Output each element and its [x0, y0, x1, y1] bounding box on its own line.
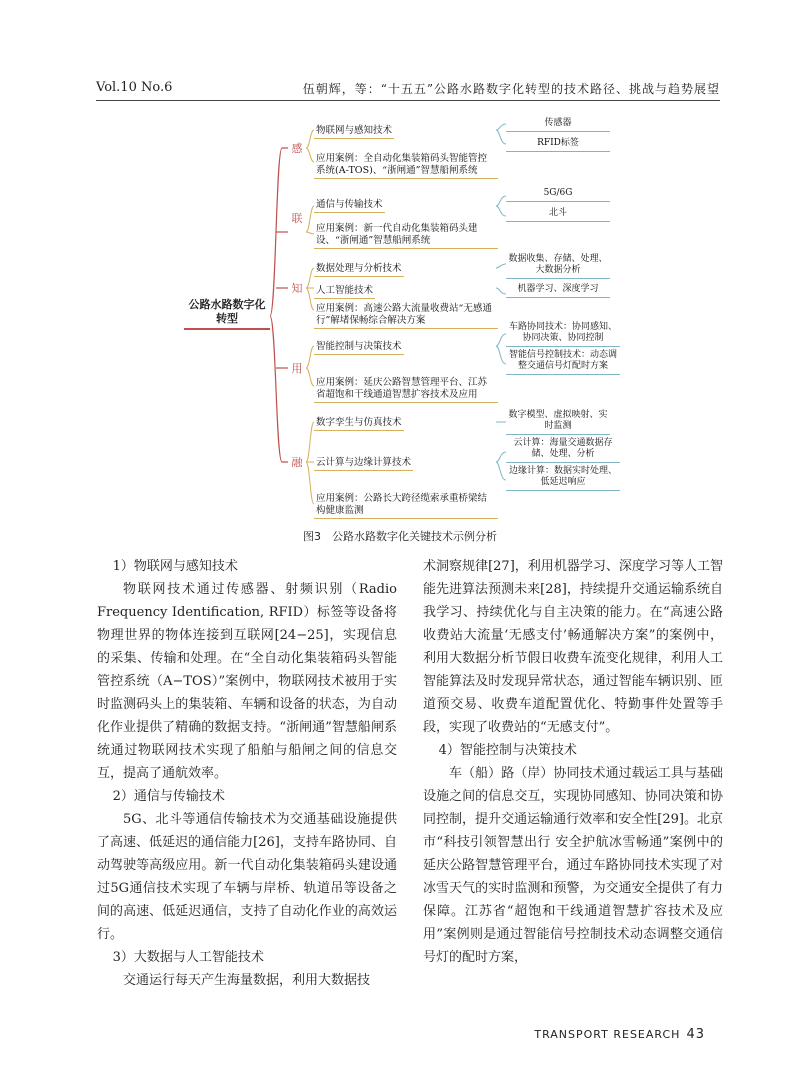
- tech-item: 人工智能技术: [314, 284, 375, 299]
- section-heading: 4）智能控制与决策技术: [438, 743, 577, 758]
- subtech-item: 云计算：海量交通数据存储、处理、分析: [506, 438, 620, 463]
- subtech-item: 智能信号控制技术：动态调整交通信号灯配时方案: [506, 350, 620, 375]
- figure-caption: 图3 公路水路数字化关键技术示例分析: [303, 530, 497, 543]
- body-column-left: [97, 555, 397, 992]
- case-item: 应用案例：全自动化集装箱码头智能管控系统(A-TOS)、“浙闸通”智慧船闸系统: [314, 152, 498, 179]
- subtech-item: 边缘计算：数据实时处理、低延迟响应: [506, 466, 620, 491]
- category-label: 知: [291, 282, 303, 295]
- subtech-item: 数据收集、存储、处理、大数据分析: [506, 254, 610, 279]
- body-paragraph: 术洞察规律[27]，利用机器学习、深度学习等人工智能先进算法预测未来[28]，持续提升交通运输系统自我学习、持续优化与自主决策的能力。在“高速公路收费站大流量‘无感支付’畅通解决方案”的案例中，利用大数据分析节假日收费车流变化规律，利用人工智能算法及时发现异常状态，通过智能车辆识别、匝道预交易、收费车道配置优化、特勤事件处置等手段，实现了收费站的“无感支付”。: [423, 559, 723, 735]
- tech-item: 通信与传输技术: [314, 198, 385, 213]
- subtech-item: 车路协同技术：协同感知、协同决策、协同控制: [506, 322, 620, 347]
- page-footer: [534, 1027, 705, 1042]
- subtech-item: 传感器: [506, 118, 610, 132]
- page-number: 43: [686, 1027, 705, 1042]
- page-header: [96, 78, 720, 101]
- case-item: 应用案例：高速公路大流量收费站“无感通行”解堵保畅综合解决方案: [314, 302, 498, 329]
- figure-mindmap: [180, 118, 640, 528]
- subtech-item: RFID标签: [506, 138, 610, 152]
- case-item: 应用案例：新一代自动化集装箱码头建设、“浙闸通”智慧船闸系统: [314, 222, 498, 249]
- section-heading: 2）通信与传输技术: [112, 789, 225, 804]
- tech-item: 物联网与感知技术: [314, 124, 394, 139]
- tech-item: 数字孪生与仿真技术: [314, 416, 404, 431]
- case-item: 应用案例：公路长大跨径缆索承重桥梁结构健康监测: [314, 492, 498, 519]
- subtech-item: 北斗: [506, 208, 610, 222]
- tech-item: 智能控制与决策技术: [314, 340, 404, 355]
- category-label: 联: [291, 212, 303, 225]
- volume-label: Vol.10 No.6: [96, 80, 173, 95]
- section-heading: 1）物联网与感知技术: [112, 559, 238, 574]
- subtech-item: 机器学习、深度学习: [506, 284, 610, 298]
- body-paragraph: 车（船）路（岸）协同技术通过载运工具与基础设施之间的信息交互，实现协同感知、协同决策和协同控制，提升交通运输通行效率和安全性[29]。北京市“科技引领智慧出行 安全护航冰雪畅通”案例中的延庆公路智慧管理平台，通过车路协同技术实现了对冰雪天气的实时监测和预警，为交通安全提供了有力保障。江苏省“超饱和干线通道智慧扩容技术及应用”案例则是通过智能信号控制技术动态调整交通信号灯的配时方案，: [423, 766, 723, 965]
- tech-item: 云计算与边缘计算技术: [314, 456, 413, 471]
- body-column-right: [423, 555, 723, 969]
- category-label: 感: [291, 142, 303, 155]
- section-heading: 3）大数据与人工智能技术: [112, 950, 264, 965]
- running-title: 伍朝辉，等：“十五五”公路水路数字化转型的技术路径、挑战与趋势展望: [302, 82, 720, 96]
- category-label: 用: [291, 362, 303, 375]
- subtech-item: 数字模型、虚拟映射、实时监测: [506, 410, 610, 435]
- tech-item: 数据处理与分析技术: [314, 262, 404, 277]
- case-item: 应用案例：延庆公路智慧管理平台、江苏省超饱和干线通道智慧扩容技术及应用: [314, 376, 498, 403]
- body-paragraph: 5G、北斗等通信传输技术为交通基础设施提供了高速、低延迟的通信能力[26]，支持车路协同、自动驾驶等高级应用。新一代自动化集装箱码头建设通过5G通信技术实现了车辆与岸桥、轨道吊等设备之间的高速、低延迟通信，支持了自动化作业的高效运行。: [97, 812, 397, 942]
- mindmap-center: 公路水路数字化转型: [184, 298, 270, 330]
- body-paragraph: 交通运行每天产生海量数据，利用大数据技: [123, 973, 371, 988]
- category-label: 融: [291, 456, 303, 469]
- body-paragraph: 物联网技术通过传感器、射频识别（Radio Frequency Identification, RFID）标签等设备将物理世界的物体连接到互联网[24−25]，实现信息的采集、传输和处理。在“全自动化集装箱码头智能管控系统（A−TOS）”案例中，物联网技术被用于实时监测码头上的集装箱、车辆和设备的状态，为自动化作业提供了精确的数据支持。“浙闸通”智慧船闸系统通过物联网技术实现了船舶与船闸之间的信息交互，提高了通航效率。: [97, 582, 397, 781]
- subtech-item: 5G/6G: [506, 188, 610, 202]
- journal-name: TRANSPORT RESEARCH: [534, 1028, 681, 1041]
